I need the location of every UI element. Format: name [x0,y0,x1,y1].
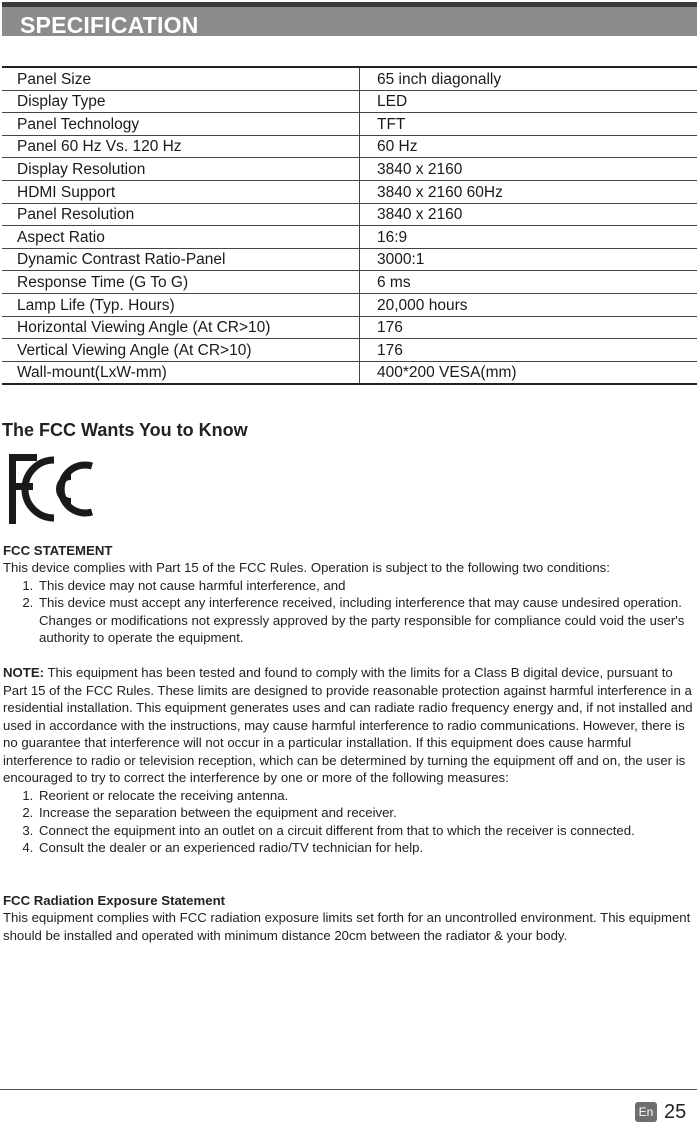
table-row [2,339,697,362]
spec-label: Dynamic Contrast Ratio-Panel [2,248,360,271]
fcc-statement-title: FCC STATEMENT [3,543,113,558]
note-text: This equipment has been tested and found to comply with the limits for a Class B digital device, pursuant to Part 15 of the FCC Rules. These limits are designed to provide reasonable protection against harmful interference in a residential installation. This equipment generates uses and can radiate radio frequency energy and, if not installed and used in accordance with the instructions, may cause harmful interference to radio communications. However, there is no guarantee that interference will not occur in a particular installation. If this equipment does cause harmful interference to radio or television reception, which can be determined by turning the equipment off and on, the user is encouraged to try to correct the interference by one or more of the following measures: [3,665,693,785]
spec-value: 400*200 VESA(mm) [360,361,697,384]
spec-value: 3840 x 2160 [360,158,697,181]
spec-value: 176 [360,339,697,362]
spec-value: TFT [360,113,697,136]
table-row [2,248,697,271]
spec-label: Horizontal Viewing Angle (At CR>10) [2,316,360,339]
specification-table [2,66,697,385]
fcc-statement [3,559,697,647]
spec-value: 176 [360,316,697,339]
spec-value: 65 inch diagonally [360,67,697,90]
spec-label: Response Time (G To G) [2,271,360,294]
fcc-note-paragraph [3,664,697,787]
spec-label: Display Type [2,90,360,113]
spec-value: LED [360,90,697,113]
list-item: 3. Connect the equipment into an outlet on a circuit different from that to which the receiver is connected. [37,822,697,840]
spec-value: 20,000 hours [360,293,697,316]
radiation-title: FCC Radiation Exposure Statement [3,893,226,908]
table-row [2,316,697,339]
table-row [2,135,697,158]
spec-label: Aspect Ratio [2,226,360,249]
table-row [2,113,697,136]
table-row [2,293,697,316]
section-title: SPECIFICATION [20,12,199,38]
spec-label: Panel Size [2,67,360,90]
spec-label: HDMI Support [2,180,360,203]
language-badge: En [635,1102,657,1122]
table-row [2,90,697,113]
fcc-note [3,664,697,857]
table-row [2,203,697,226]
list-item: 1. Reorient or relocate the receiving antenna. [37,787,697,805]
list-item: 4. Consult the dealer or an experienced radio/TV technician for help. [37,839,697,857]
footer-divider [0,1089,697,1090]
table-row [2,226,697,249]
spec-label: Panel Technology [2,113,360,136]
spec-label: Panel 60 Hz Vs. 120 Hz [2,135,360,158]
section-header-bar [2,2,697,36]
spec-value: 3840 x 2160 [360,203,697,226]
spec-value: 3840 x 2160 60Hz [360,180,697,203]
spec-label: Vertical Viewing Angle (At CR>10) [2,339,360,362]
table-row [2,271,697,294]
spec-value: 60 Hz [360,135,697,158]
table-row [2,67,697,90]
table-row [2,158,697,181]
spec-label: Lamp Life (Typ. Hours) [2,293,360,316]
fcc-logo-icon [8,452,98,526]
page-number: 25 [664,1101,687,1123]
fcc-statement-text: This device complies with Part 15 of the FCC Rules. Operation is subject to the following two conditions: [3,560,610,575]
spec-value: 6 ms [360,271,697,294]
spec-label: Wall-mount(LxW-mm) [2,361,360,384]
table-row [2,180,697,203]
list-item: 1. This device may not cause harmful interference, and [37,577,697,595]
list-item: 2. This device must accept any interference received, including interference that may cause undesired operation. Changes or modifications not expressly approved by the party responsible for compliance could void the user's authority to operate the equipment. [37,594,697,647]
fcc-measures-list [3,787,697,857]
spec-value: 16:9 [360,226,697,249]
list-item: 2. Increase the separation between the equipment and receiver. [37,804,697,822]
spec-label: Panel Resolution [2,203,360,226]
spec-label: Display Resolution [2,158,360,181]
fcc-conditions-list [3,577,697,647]
spec-value: 3000:1 [360,248,697,271]
note-label: NOTE: [3,665,45,680]
radiation-text: This equipment complies with FCC radiation exposure limits set forth for an uncontrolled environment. This equipment should be installed and operated with minimum distance 20cm between the radiator & your body. [3,910,691,943]
table-row [2,361,697,384]
fcc-heading: The FCC Wants You to Know [2,420,248,440]
